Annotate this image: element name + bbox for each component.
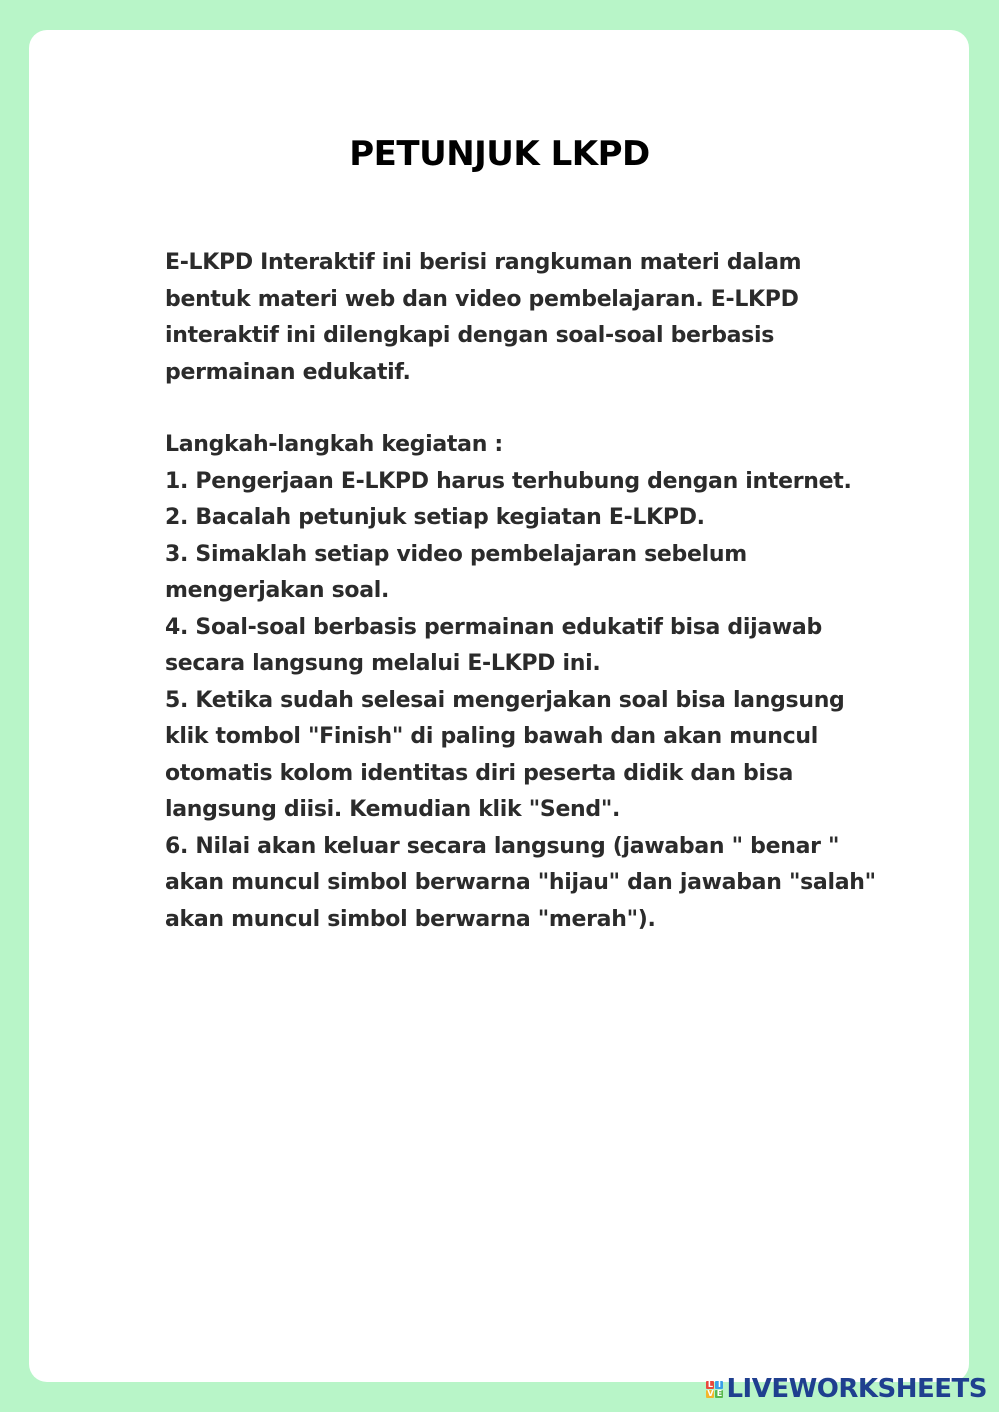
- step-item-2: 2. Bacalah petunjuk setiap kegiatan E-LKPD.: [165, 505, 705, 530]
- step-item-1: 1. Pengerjaan E-LKPD harus terhubung dengan internet.: [165, 468, 852, 494]
- intro-paragraph: E-LKPD Interaktif ini berisi rangkuman materi dalam bentuk materi web dan video pembelajaran. E-LKPD interaktif ini dilengkapi dengan soal-soal berbasis permainan edukatif.: [165, 250, 802, 385]
- step-item-3: 3. Simaklah setiap video pembelajaran sebelum mengerjakan soal.: [165, 541, 747, 603]
- liveworksheets-logo-icon: [706, 1381, 723, 1398]
- logo-letter: E: [716, 1388, 723, 1398]
- logo-letter: V: [707, 1388, 714, 1398]
- step-item-4: 4. Soal-soal berbasis permainan edukatif bisa dijawab secara langsung melalui E-LKPD ini.: [165, 614, 822, 676]
- logo-letter: I: [715, 1381, 723, 1389]
- logo-letter: L: [707, 1379, 713, 1389]
- logo-text: LIVEWORKSHEETS: [726, 1374, 987, 1404]
- step-item-5: 5. Ketika sudah selesai mengerjakan soal bisa langsung klik tombol "Finish" di paling bawah dan akan muncul otomatis kolom identitas diri peserta didik dan bisa langsung diisi. Kemudian klik "Send".: [165, 687, 845, 822]
- liveworksheets-logo[interactable]: [706, 1374, 987, 1404]
- steps-heading: Langkah-langkah kegiatan :: [165, 432, 503, 457]
- page-title: PETUNJUK LKPD: [349, 134, 650, 174]
- instructions-content: [165, 245, 885, 938]
- step-item-6: 6. Nilai akan keluar secara langsung (jawaban " benar " akan muncul simbol berwarna "hijau" dan jawaban "salah" akan muncul simbol berwarna "merah").: [165, 833, 876, 932]
